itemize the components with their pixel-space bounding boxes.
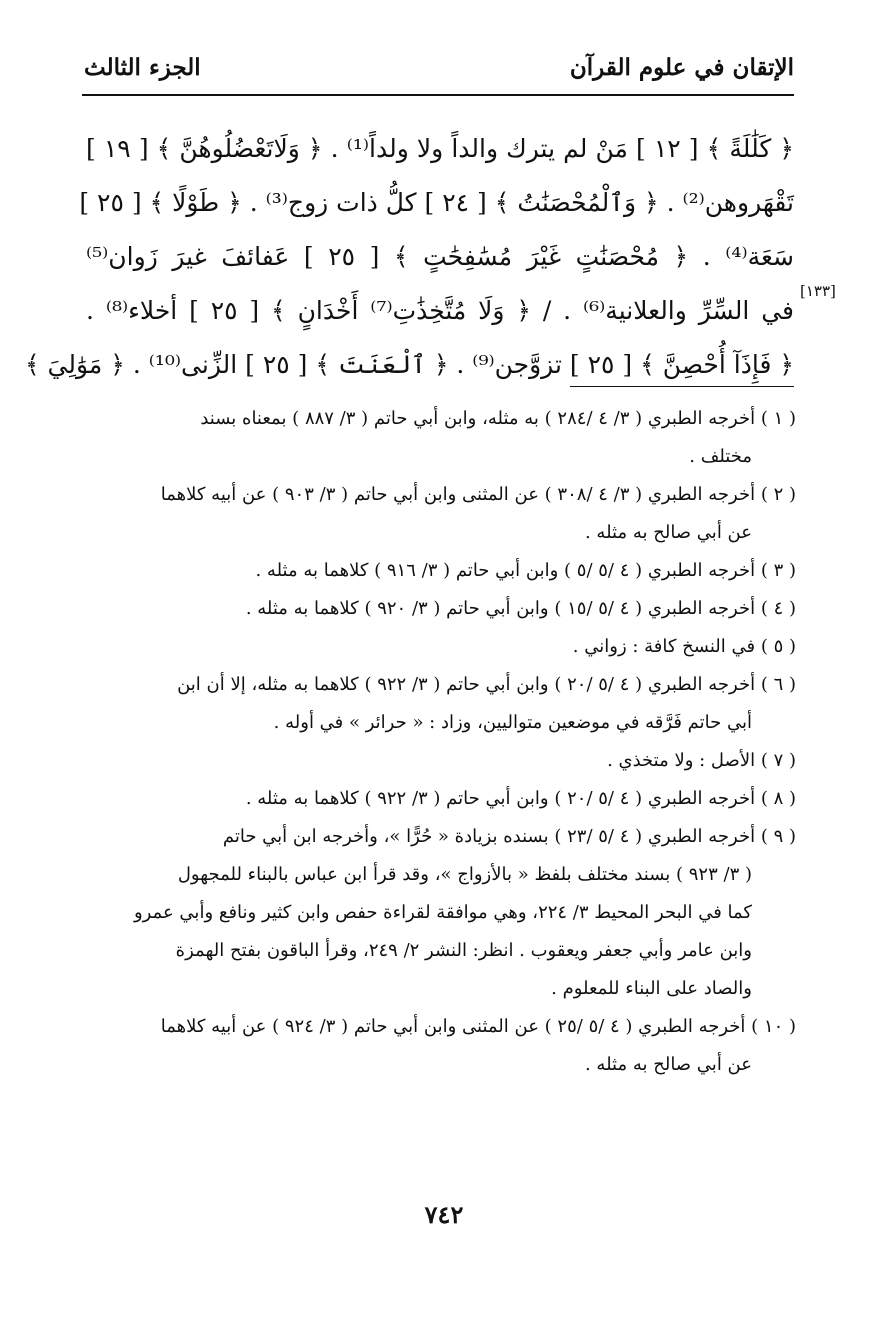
- footnote-line: ( ٥ ) في النسخ كافة : زواني .: [572, 636, 796, 657]
- volume-label: الجزء الثالث: [84, 54, 201, 81]
- footnote-line: ( ٤ ) أخرجه الطبري ( ٤ /٥ /١٥ ) وابن أبي حاتم ( ٣/ ٩٢٠ ) كلاهما به مثله .: [245, 598, 796, 619]
- footnote-line: ( ٣/ ٩٢٣ ) بسند مختلف بلفظ « بالأزواج »، وقد قرأ ابن عباس بالبناء للمجهول: [177, 864, 752, 885]
- footnote-line: ( ٨ ) أخرجه الطبري ( ٤ /٥ /٢٠ ) وابن أبي حاتم ( ٣/ ٩٢٢ ) كلاهما به مثله .: [245, 788, 796, 809]
- margin-page-reference: [١٣٣]: [800, 282, 836, 300]
- footnote: [82, 780, 796, 818]
- footnote-line: وابن عامر وأبي جعفر ويعقوب . انظر: النشر ٢/ ٢٤٩، وقرأ الباقون بفتح الهمزة: [175, 940, 752, 961]
- footnote: [82, 666, 796, 742]
- footnote-line: ( ٢ ) أخرجه الطبري ( ٣/ ٤ /٣٠٨ ) عن المثنى وابن أبي حاتم ( ٣/ ٩٠٣ ) عن أبيه كلاهما: [160, 484, 796, 505]
- footnote: [82, 476, 796, 552]
- footnote: [82, 400, 796, 476]
- footnote: [82, 818, 796, 1008]
- footnote-line: ( ١ ) أخرجه الطبري ( ٣/ ٤ /٢٨٤ ) به مثله، وابن أبي حاتم ( ٣/ ٨٨٧ ) بمعناه بسند: [200, 408, 796, 429]
- footnote: [82, 742, 796, 780]
- main-text-line: سَعَة⁽⁴⁾ . ﴿ مُحْصَنَٰتٍ غَيْرَ مُسَٰفِحَٰتٍ ﴾ [ ٢٥ ] عَفائفَ غيرَ زَوان⁽⁵⁾: [86, 242, 794, 271]
- page-number: ٧٤٢: [424, 1200, 464, 1229]
- footnote: [82, 628, 796, 666]
- footnote-line: عن أبي صالح به مثله .: [584, 1054, 752, 1075]
- footnote-line: مختلف .: [689, 446, 752, 467]
- footnote: [82, 552, 796, 590]
- footnote-line: ( ٩ ) أخرجه الطبري ( ٤ /٥ /٢٣ ) بسنده بزيادة « حُرًّا »، وأخرجه ابن أبي حاتم: [222, 826, 796, 847]
- footnote: [82, 1008, 796, 1084]
- footnote-line: كما في البحر المحيط ٣/ ٢٢٤، وهي موافقة لقراءة حفص وابن كثير ونافع وأبي عمرو: [133, 902, 752, 923]
- main-text: [24, 122, 795, 392]
- main-text-line: ﴿ فَإِذَآ أُحْصِنَّ ﴾ [ ٢٥ ] تزوَّجن⁽⁹⁾ . ﴿ ٱلْعَنَتَ ﴾ [ ٢٥ ] الزِّنى⁽¹⁰⁾ . ﴿ مَوَٰلِيَ ﴾: [24, 350, 794, 379]
- footnote-line: أبي حاتم فَرَّقه في موضعين متواليين، وزاد : « حرائر » في أوله .: [273, 712, 752, 733]
- main-text-line: ﴿ كَلَٰلَةً ﴾ [ ١٢ ] مَنْ لم يترك والداً ولا ولداً⁽¹⁾ . ﴿ وَلَاتَعْضُلُوهُنَّ ﴾ [ ١٩ ]: [86, 134, 794, 163]
- footnote-line: ( ٣ ) أخرجه الطبري ( ٤ /٥ /٥ ) وابن أبي حاتم ( ٣/ ٩١٦ ) كلاهما به مثله .: [255, 560, 796, 581]
- footnote-line: ( ٧ ) الأصل : ولا متخذي .: [607, 750, 796, 771]
- main-text-line: في السِّرِّ والعلانية⁽⁶⁾ . / ﴿ وَلَا مُتَّخِذَٰتِ⁽⁷⁾ أَخْدَانٍ ﴾ [ ٢٥ ] أخلاء⁽⁸⁾ .: [86, 296, 795, 325]
- footnote-line: والصاد على البناء للمعلوم .: [551, 978, 752, 999]
- book-title: الإتقان في علوم القرآن: [569, 54, 794, 81]
- running-header: [82, 50, 794, 96]
- footnote-line: عن أبي صالح به مثله .: [584, 522, 752, 543]
- footnote-line: ( ٦ ) أخرجه الطبري ( ٤ /٥ /٢٠ ) وابن أبي حاتم ( ٣/ ٩٢٢ ) كلاهما به مثله، إلا أن ابن: [177, 674, 796, 695]
- main-text-line: تَقْهَروهن⁽²⁾ . ﴿ وَٱلْمُحْصَنَٰتُ ﴾ [ ٢٤ ] كلُّ ذات زوج⁽³⁾ . ﴿ طَوْلًا ﴾ [ ٢٥ ]: [79, 188, 794, 217]
- footnote-line: ( ١٠ ) أخرجه الطبري ( ٤ /٥ /٢٥ ) عن المثنى وابن أبي حاتم ( ٣/ ٩٢٤ ) عن أبيه كلاهما: [160, 1016, 796, 1037]
- footnote: [82, 590, 796, 628]
- footnote-separator: [570, 386, 794, 387]
- footnotes: [82, 400, 796, 1084]
